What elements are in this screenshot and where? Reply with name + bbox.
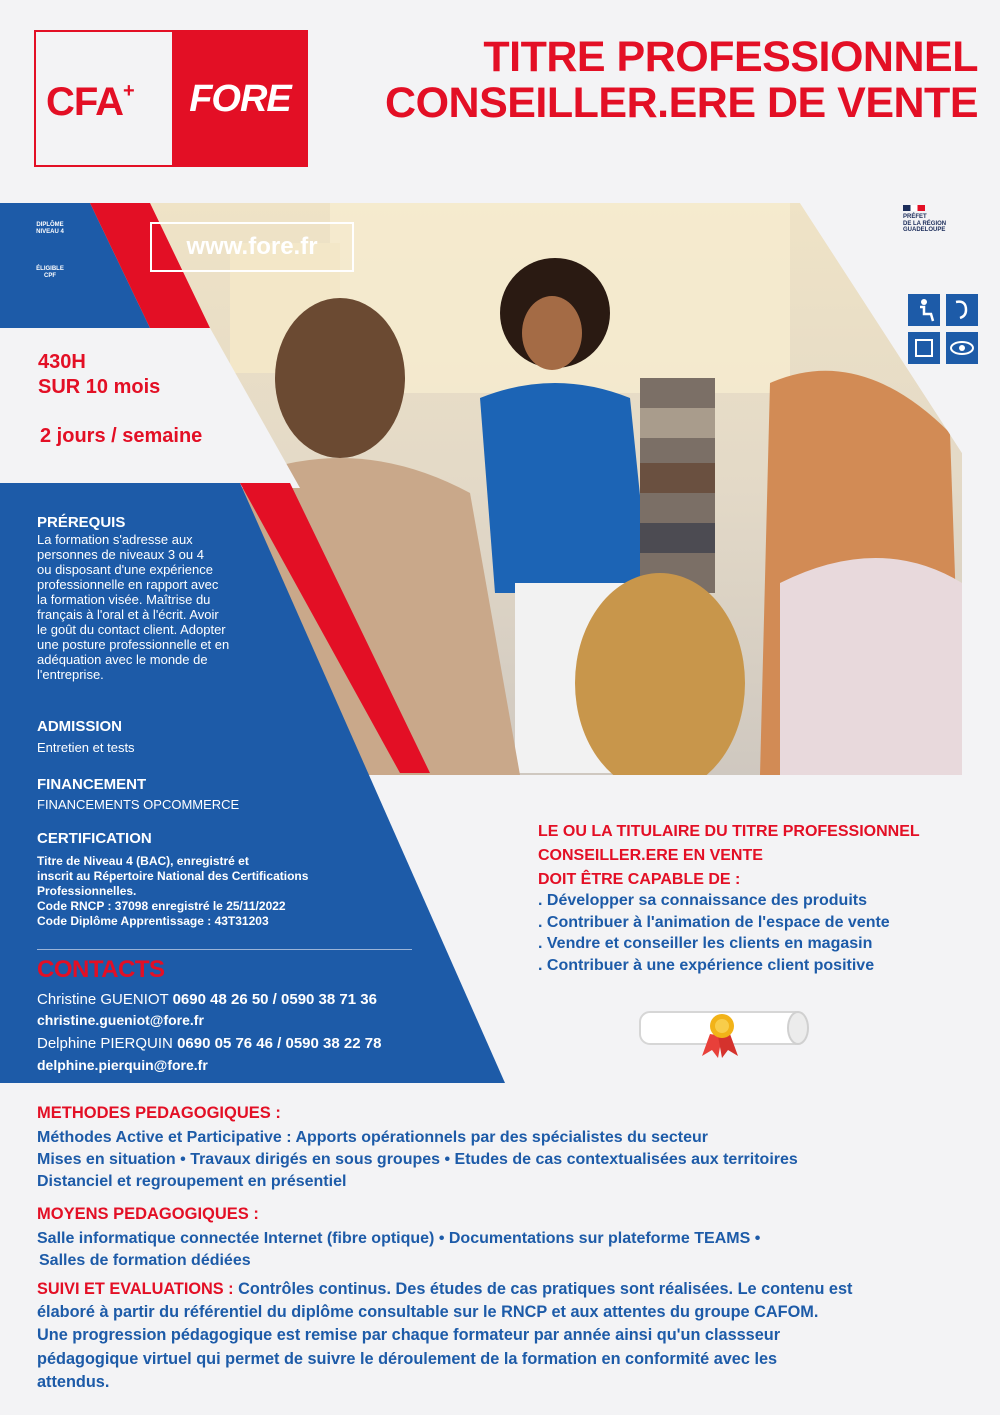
titulaire-heading: LE OU LA TITULAIRE DU TITRE PROFESSIONNEL CONSEILLER.ERE EN VENTE DOIT ÊTRE CAPABLE DE :	[538, 823, 920, 888]
certification-heading: CERTIFICATION	[37, 830, 152, 847]
list-item: . Contribuer à une expérience client positive	[538, 956, 875, 974]
duration-value: SUR 10 mois	[38, 376, 161, 398]
logo-fore-text: FORE	[189, 78, 291, 120]
page-title	[385, 34, 978, 126]
diploma-icon	[638, 1004, 810, 1062]
title-line-2: CONSEILLER.ERE DE VENTE	[385, 79, 978, 127]
schedule-hours	[38, 350, 160, 400]
contact-2-email[interactable]: delphine.pierquin@fore.fr	[37, 1057, 208, 1073]
logo-cfa-text: CFA+	[46, 79, 134, 124]
website-link[interactable]: www.fore.fr	[150, 222, 354, 272]
prefet-logo: PRÉFET DE LA RÉGION GUADELOUPE	[903, 205, 983, 275]
methodes-heading: METHODES PEDAGOGIQUES :	[37, 1104, 281, 1122]
contact-2-phones[interactable]: 0690 05 76 46 / 0590 38 22 78	[177, 1035, 382, 1052]
moyens-heading: MOYENS PEDAGOGIQUES :	[37, 1205, 259, 1223]
title-line-1: TITRE PROFESSIONNEL	[483, 33, 978, 81]
financement-heading: FINANCEMENT	[37, 776, 147, 793]
moyens-text: Salle informatique connectée Internet (fibre optique) • Documentations sur plateforme TEAMS • Salles de formation dédiées	[37, 1230, 761, 1269]
hours-value: 430H	[38, 351, 86, 373]
list-item: . Contribuer à l'animation de l'espace de vente	[538, 913, 890, 931]
skills-list	[538, 890, 890, 976]
certification-text: Titre de Niveau 4 (BAC), enregistré et inscrit au Répertoire National des Certifications Professionnelles. Code RNCP : 37098 enregistré le 25/11/2022 Code Diplôme Apprentissage : 43T31203	[37, 854, 309, 928]
contact-2-name: Delphine PIERQUIN	[37, 1035, 173, 1052]
prerequis-heading: PRÉREQUIS	[37, 514, 126, 531]
flag-icon	[903, 205, 925, 211]
list-item: . Développer sa connaissance des produits	[538, 892, 867, 909]
divider	[37, 949, 412, 950]
contact-1-name: Christine GUENIOT	[37, 991, 169, 1008]
admission-text: Entretien et tests	[37, 740, 135, 755]
contact-2-line	[37, 1035, 381, 1052]
admission-heading: ADMISSION	[37, 718, 123, 735]
contact-1-phones[interactable]: 0690 48 26 50 / 0590 38 71 36	[172, 991, 377, 1008]
badge-cpf: ÉLIGIBLE CPF	[36, 266, 64, 279]
prerequis-text: La formation s'adresse aux personnes de niveaux 3 ou 4 ou disposant d'une expérience professionnelle en rapport avec la formation visée. Maîtrise du français à l'oral et à l'écrit. Avoir le goût du contact client. Adopter une posture professionnelle et en adéquation avec le monde de l'entreprise.	[37, 532, 230, 682]
accessibility-icons	[908, 294, 978, 364]
contacts-heading: CONTACTS	[37, 956, 165, 983]
list-item: . Vendre et conseiller les clients en magasin	[538, 935, 873, 952]
contact-1-line	[37, 991, 377, 1008]
methodes-text: Méthodes Active et Participative : Apports opérationnels par des spécialistes du secteur Mises en situation • Travaux dirigés en sous groupes • Etudes de cas contextualisées aux territoires Distanciel et regroupement en présentiel	[37, 1129, 798, 1190]
contact-1-email[interactable]: christine.gueniot@fore.fr	[37, 1012, 204, 1028]
suivi-section: SUIVI ET EVALUATIONS : Contrôles continus. Des études de cas pratiques sont réalisées. Le contenu est élaboré à partir du référentiel du diplôme consultable sur le RNCP et aux attentes du groupe CAFOM. Une progression pédagogique est remise par chaque formateur par année ainsi qu'un classseur pédagogique virtuel qui permet de suivre le déroulement de la formation en conformité avec les attendus.	[37, 1280, 853, 1391]
suivi-heading: SUIVI ET EVALUATIONS :	[37, 1280, 234, 1298]
financement-text: FINANCEMENTS OPCOMMERCE	[37, 797, 240, 812]
schedule-rhythm: 2 jours / semaine	[40, 425, 203, 447]
badge-diplome: DIPLÔME NIVEAU 4	[36, 222, 64, 235]
